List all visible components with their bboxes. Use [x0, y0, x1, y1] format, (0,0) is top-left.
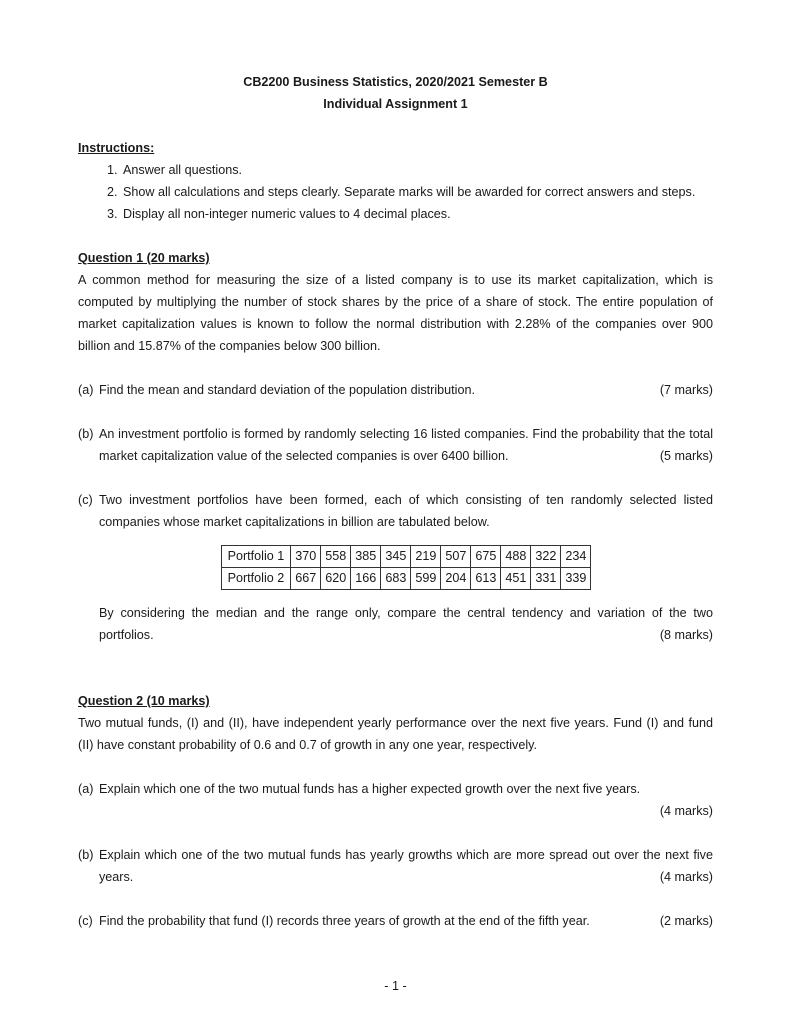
table-cell: 667: [291, 568, 321, 590]
row-header: Portfolio 1: [221, 546, 291, 568]
part-text: An investment portfolio is formed by randomly selecting 16 listed companies. Find the probability that the total market capitalization value of the selected companies is over 6400 billion.: [99, 427, 713, 463]
course-title: CB2200 Business Statistics, 2020/2021 Semester B: [243, 75, 548, 89]
part-text: Find the mean and standard deviation of the population distribution.: [99, 383, 475, 397]
part-marks: (5 marks): [659, 449, 713, 463]
question-2c: [78, 910, 713, 932]
table-cell: 613: [471, 568, 501, 590]
table-row: [221, 568, 591, 590]
table-cell: 451: [501, 568, 531, 590]
table-cell: 620: [321, 568, 351, 590]
part-text: By considering the median and the range only, compare the central tendency and variation of the two portfolios.: [99, 606, 713, 642]
part-text: Explain which one of the two mutual funds has yearly growths which are more spread out over the next five years.: [99, 848, 713, 884]
question-2b: [78, 844, 713, 888]
instruction-item: 2. Show all calculations and steps clearly. Separate marks will be awarded for correct answers and steps.: [121, 181, 713, 203]
question-1-heading: Question 1 (20 marks): [78, 251, 210, 265]
table-cell: 345: [381, 546, 411, 568]
table-cell: 219: [411, 546, 441, 568]
question-1c: [78, 489, 713, 533]
instructions-list: [78, 159, 713, 225]
instructions-heading: Instructions:: [78, 141, 155, 155]
instruction-item: 1. Answer all questions.: [121, 159, 713, 181]
row-header: Portfolio 2: [221, 568, 291, 590]
question-2-intro: Two mutual funds, (I) and (II), have independent yearly performance over the next five years. Fund (I) and fund (II) have constant probability of 0.6 and 0.7 of growth in any one year, respectively.: [78, 716, 713, 752]
part-label: (a): [78, 383, 94, 397]
table-cell: 599: [411, 568, 441, 590]
table-cell: 234: [561, 546, 591, 568]
part-text: Find the probability that fund (I) records three years of growth at the end of the fifth year.: [99, 914, 590, 928]
table-cell: 370: [291, 546, 321, 568]
question-1a: [78, 379, 713, 401]
table-cell: 683: [381, 568, 411, 590]
assignment-title: Individual Assignment 1: [323, 97, 468, 111]
question-1c-followup: [78, 602, 713, 646]
part-marks: (8 marks): [659, 628, 713, 642]
question-1-intro: A common method for measuring the size of a listed company is to use its market capitalization, which is computed by multiplying the number of stock shares by the price of a share of stock. The entire population of market capitalization values is known to follow the normal distribution with 2.28% of the companies over 900 billion and 15.87% of the companies below 300 billion.: [78, 273, 713, 353]
document-title: [78, 71, 713, 115]
table-cell: 322: [531, 546, 561, 568]
portfolio-table-wrapper: [78, 545, 713, 590]
part-label: (b): [78, 848, 94, 862]
table-cell: 331: [531, 568, 561, 590]
part-label: (b): [78, 427, 94, 441]
table-cell: 675: [471, 546, 501, 568]
question-2-heading: Question 2 (10 marks): [78, 694, 210, 708]
part-text: Two investment portfolios have been formed, each of which consisting of ten randomly selected listed companies whose market capitalizations in billion are tabulated below.: [99, 493, 713, 529]
part-marks: (2 marks): [659, 914, 713, 928]
instruction-item: 3. Display all non-integer numeric values to 4 decimal places.: [121, 203, 713, 225]
table-cell: 166: [351, 568, 381, 590]
part-label: (c): [78, 914, 93, 928]
part-label: (a): [78, 782, 94, 796]
table-cell: 204: [441, 568, 471, 590]
part-label: (c): [78, 493, 93, 507]
table-cell: 507: [441, 546, 471, 568]
table-cell: 385: [351, 546, 381, 568]
part-marks: (4 marks): [659, 804, 713, 818]
portfolio-table: [221, 545, 592, 590]
part-text: Explain which one of the two mutual funds has a higher expected growth over the next five years.: [99, 782, 641, 796]
question-1b: [78, 423, 713, 467]
table-cell: 488: [501, 546, 531, 568]
part-marks: (4 marks): [659, 870, 713, 884]
table-cell: 339: [561, 568, 591, 590]
table-cell: 558: [321, 546, 351, 568]
page-number: - 1 -: [384, 979, 407, 993]
part-marks: (7 marks): [659, 383, 713, 397]
question-2a: [78, 778, 713, 822]
table-row: [221, 546, 591, 568]
